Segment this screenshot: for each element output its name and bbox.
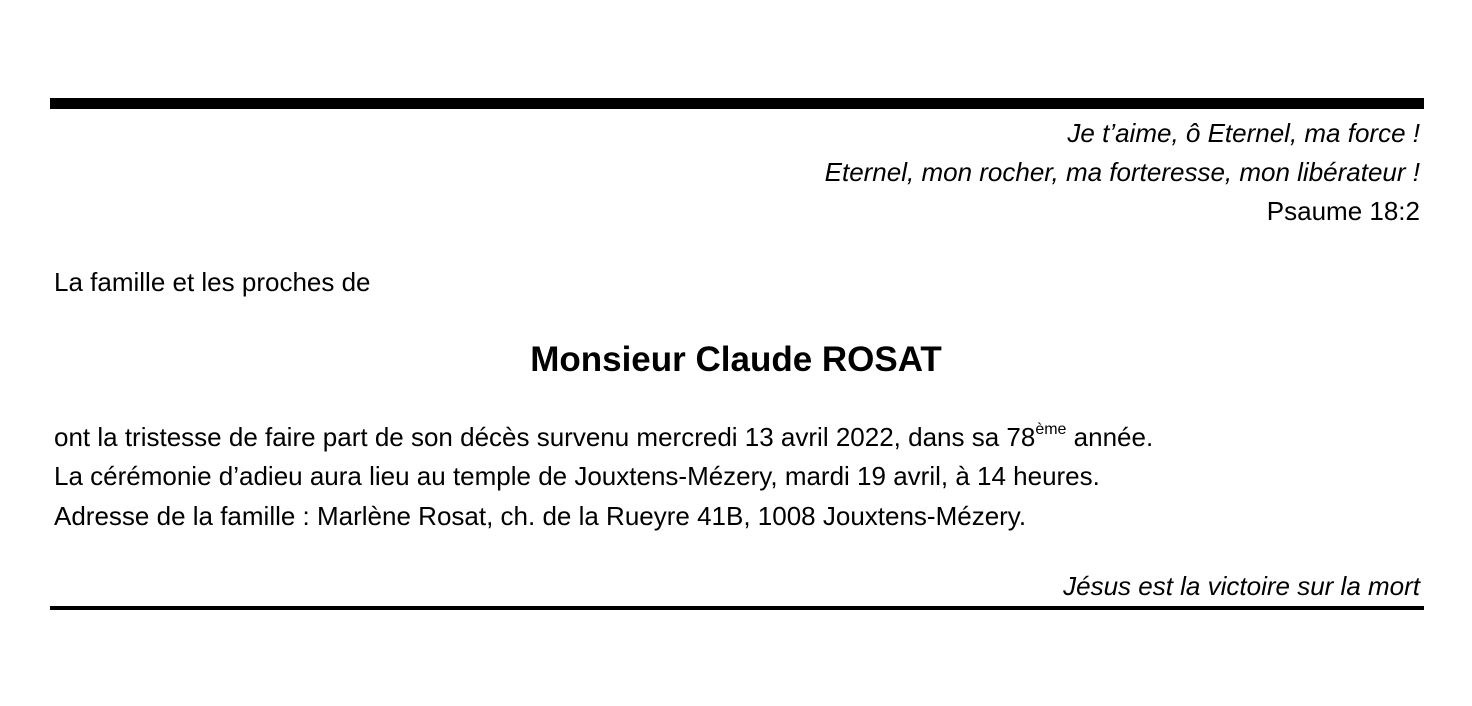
deceased-name: Monsieur Claude ROSAT (530, 340, 942, 379)
ordinal-suffix: ème (1035, 421, 1067, 438)
announcement-line-3: Adresse de la famille : Marlène Rosat, ch. de la Rueyre 41B, 1008 Jouxtens-Mézery. (54, 501, 1027, 531)
top-divider (50, 98, 1424, 109)
intro-text: La famille et les proches de (54, 267, 371, 297)
announcement-line-2: La cérémonie d’adieu aura lieu au temple de Jouxtens-Mézery, mardi 19 avril, à 14 heures. (54, 461, 1100, 491)
announcement-line-1 (54, 421, 1153, 453)
verse-line-2: Eternel, mon rocher, ma forteresse, mon libérateur ! (824, 157, 1420, 187)
bottom-divider (50, 606, 1424, 610)
announcement-line-1-text: ont la tristesse de faire part de son décès survenu mercredi 13 avril 2022, dans sa 78 (54, 422, 1036, 452)
verse-reference: Psaume 18:2 (1266, 196, 1420, 226)
verse-line-1: Je t’aime, ô Eternel, ma force ! (1067, 118, 1420, 148)
closing-text: Jésus est la victoire sur la mort (1063, 571, 1420, 601)
announcement-line-1-end: année. (1066, 422, 1154, 452)
